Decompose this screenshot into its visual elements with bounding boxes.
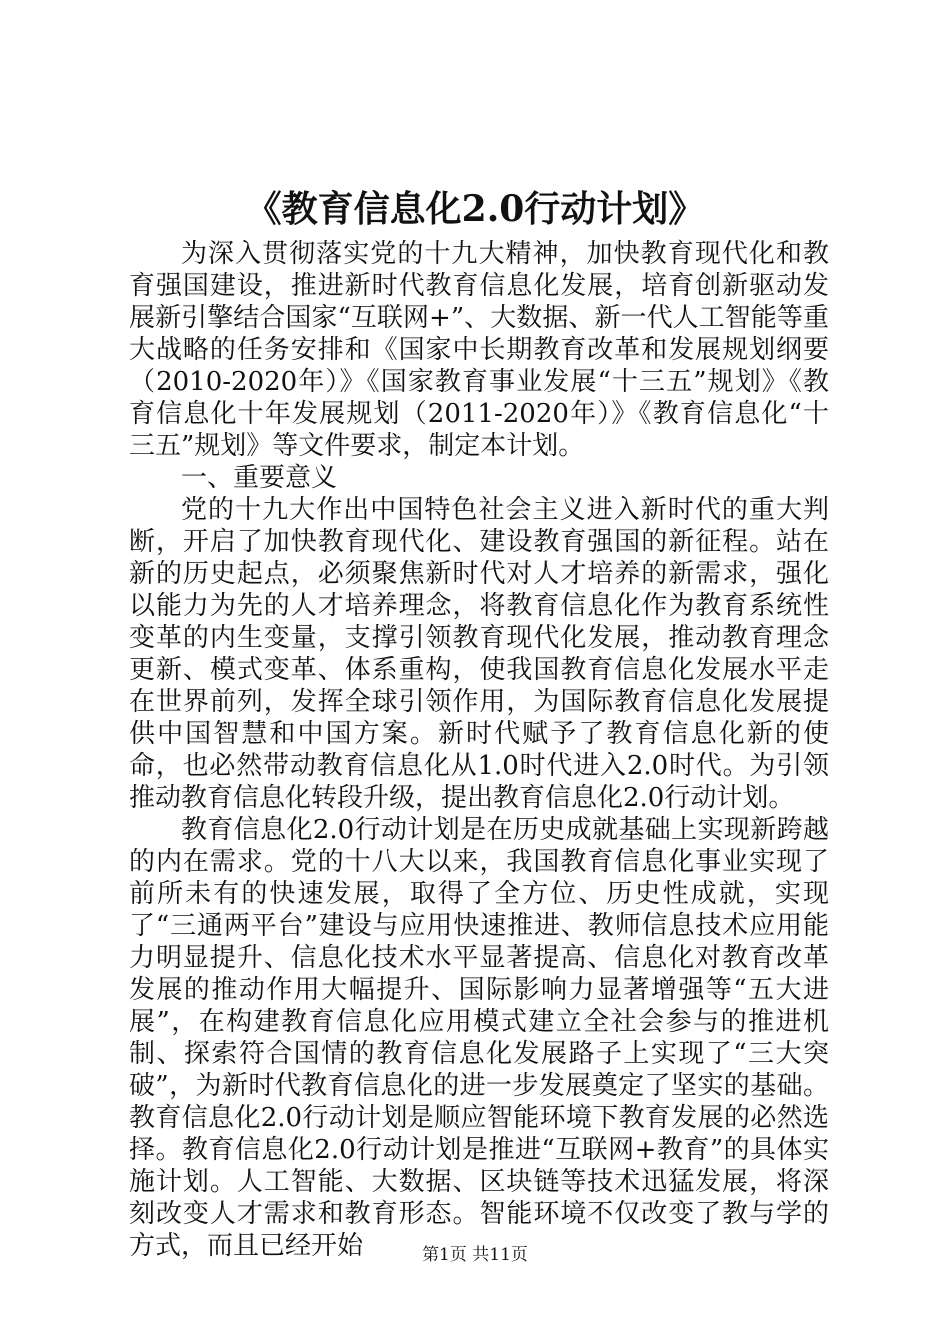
paragraph-intro: 为深入贯彻落实党的十九大精神，加快教育现代化和教育强国建设，推进新时代教育信息化发展，培育创新驱动发展新引擎结合国家“互联网+”、大数据、新一代人工智能等重大战略的任务安排和《国家中长期教育改革和发展规划纲要（2010-2020年）》《国家教育事业发展“十三五”规划》《教育信息化十年发展规划（2011-2020年）》《教育信息化“十三五”规划》等文件要求，制定本计划。 [129, 239, 829, 461]
document-title: 《教育信息化2.0行动计划》 [245, 188, 705, 230]
paragraph-action-plan: 教育信息化2.0行动计划是在历史成就基础上实现新跨越的内在需求。党的十八大以来，我国教育信息化事业实现了前所未有的快速发展，取得了全方位、历史性成就，实现了“三通两平台”建设与应用快速推进、教师信息技术应用能力明显提升、信息化技术水平显著提高、信息化对教育改革发展的推动作用大幅提升、国际影响力显著增强等“五大进展”，在构建教育信息化应用模式建立全社会参与的推进机制、探索符合国情的教育信息化发展路子上实现了“三大突破”，为新时代教育信息化的进一步发展奠定了坚实的基础。教育信息化2.0行动计划是顺应智能环境下教育发展的必然选择。教育信息化2.0行动计划是推进“互联网+教育”的具体实施计划。人工智能、大数据、区块链等技术迅猛发展，将深刻改变人才需求和教育形态。智能环境不仅改变了教与学的方式，而且已经开始 [129, 815, 829, 1261]
paragraph-significance: 党的十九大作出中国特色社会主义进入新时代的重大判断，开启了加快教育现代化、建设教育强国的新征程。站在新的历史起点，必须聚焦新时代对人才培养的新需求，强化以能力为先的人才培养理念，将教育信息化作为教育系统性变革的内生变量，支撑引领教育现代化发展，推动教育理念更新、模式变革、体系重构，使我国教育信息化发展水平走在世界前列，发挥全球引领作用，为国际教育信息化发展提供中国智慧和中国方案。新时代赋予了教育信息化新的使命，也必然带动教育信息化从1.0时代进入2.0时代。为引领推动教育信息化转段升级，提出教育信息化2.0行动计划。 [129, 495, 829, 813]
page-footer: 第1页 共11页 [422, 1245, 528, 1265]
section-heading: 一、重要意义 [181, 463, 338, 493]
document-body [129, 238, 829, 1262]
